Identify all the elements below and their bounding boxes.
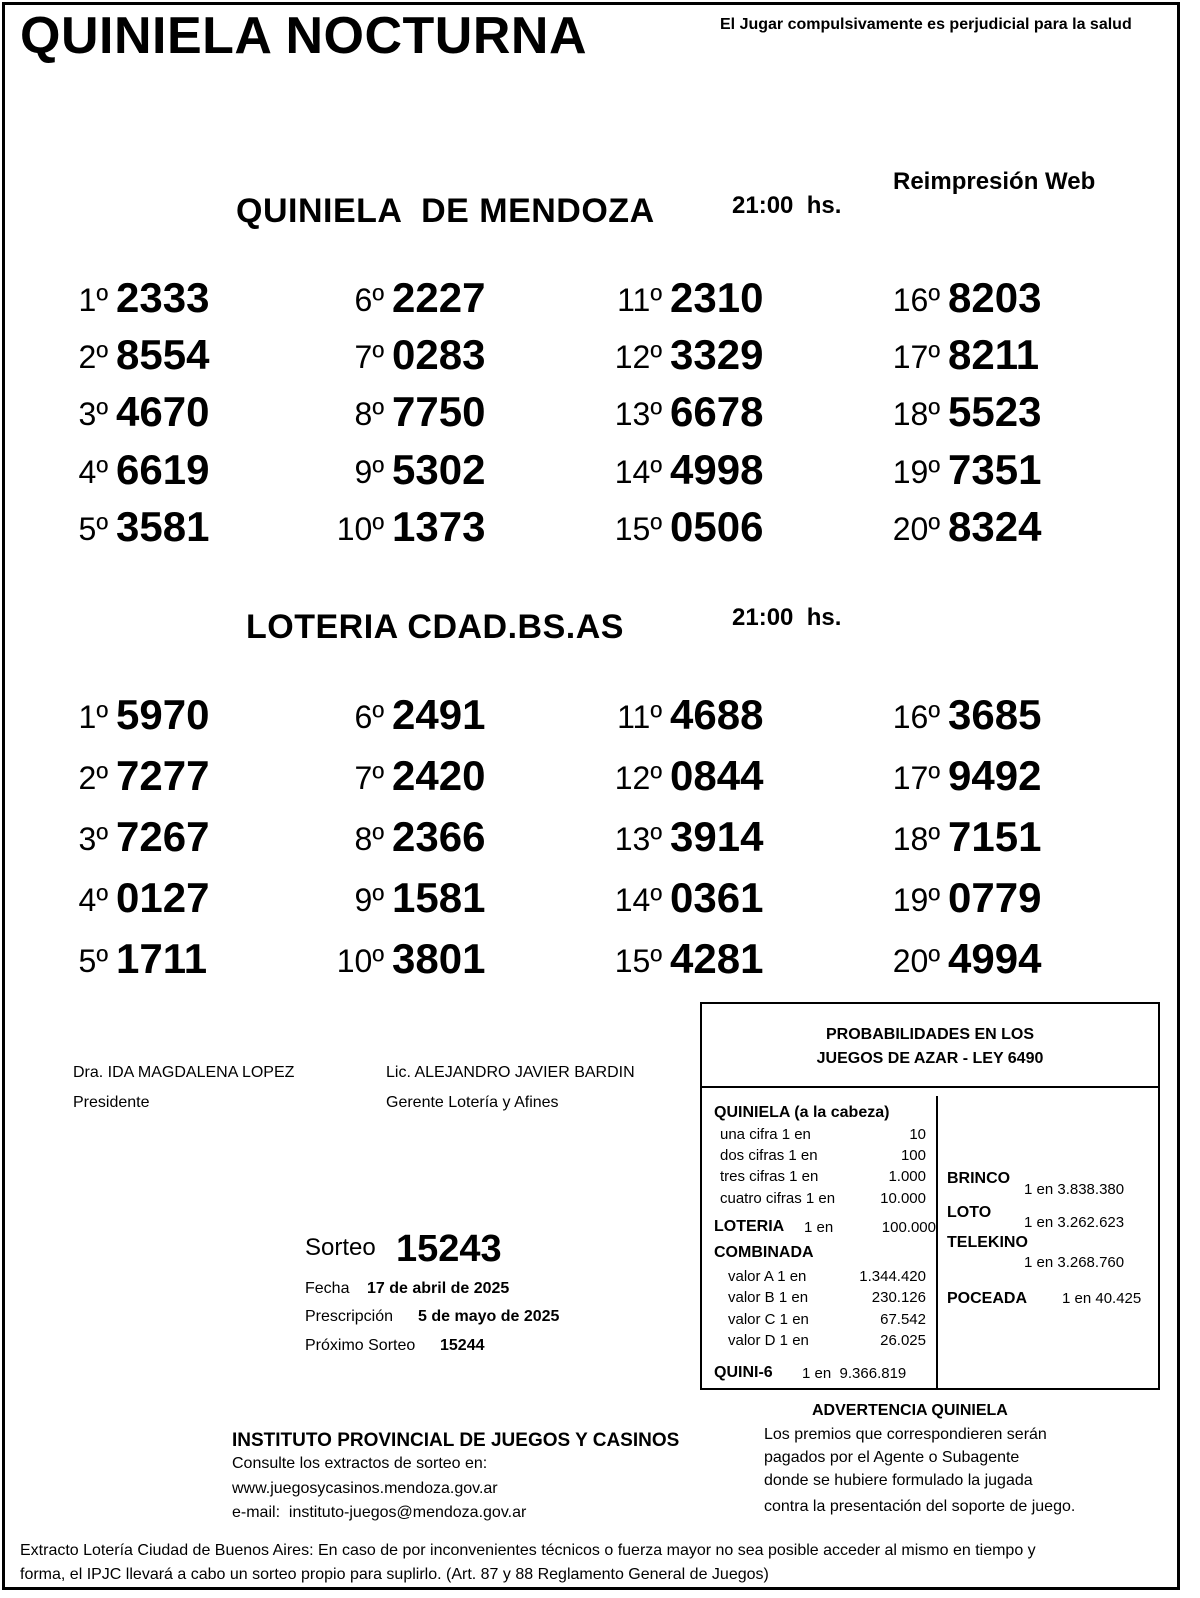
result-position: 8º (354, 396, 384, 432)
loto-prob-value: 1 en 3.262.623 (1024, 1214, 1125, 1231)
result-number: 3914 (670, 813, 764, 860)
result-position: 4º (78, 882, 108, 918)
result-position: 17º (892, 760, 940, 796)
result-number: 2333 (116, 274, 210, 321)
combinada-prob-title: COMBINADA (714, 1244, 814, 1261)
brinco-prob-value: 1 en 3.838.380 (1024, 1181, 1125, 1198)
result-number: 8554 (116, 331, 210, 378)
section2-time: 21:00 hs. (732, 604, 842, 631)
result-number: 0361 (670, 874, 764, 921)
result-position: 18º (892, 396, 940, 432)
result-position: 18º (892, 821, 940, 857)
probabilities-header-line1: PROBABILIDADES EN LOS (825, 1026, 1034, 1043)
combinada-prob-label: valor A 1 en (728, 1268, 807, 1285)
result-number: 2366 (392, 813, 486, 860)
result-number: 1581 (392, 874, 486, 921)
result-number: 7267 (116, 813, 210, 860)
signature-right-role: Gerente Lotería y Afines (386, 1094, 559, 1111)
fecha-value: 17 de abril de 2025 (367, 1280, 510, 1297)
result-position: 7º (354, 760, 384, 796)
quiniela-prob-value: 10.000 (880, 1190, 926, 1207)
quini6-prob-label: QUINI-6 (714, 1364, 773, 1381)
result-position: 6º (354, 699, 384, 735)
health-warning: El Jugar compulsivamente es perjudicial para la salud (720, 16, 1132, 33)
quiniela-prob-value: 1.000 (888, 1168, 926, 1185)
result-position: 6º (354, 282, 384, 318)
result-position: 17º (892, 339, 940, 375)
result-position: 13º (614, 821, 662, 857)
telekino-prob-value: 1 en 3.268.760 (1024, 1254, 1125, 1271)
result-number: 2310 (670, 274, 764, 321)
result-number: 6619 (116, 446, 210, 493)
proximo-value: 15244 (440, 1337, 485, 1354)
result-number: 7351 (948, 446, 1042, 493)
result-number: 4670 (116, 388, 210, 435)
footer-line2: forma, el IPJC llevará a cabo un sorteo propio para suplirlo. (Art. 87 y 88 Reglamento General de Juegos) (20, 1566, 769, 1583)
quiniela-prob-label: tres cifras 1 en (720, 1168, 819, 1185)
quiniela-prob-label: cuatro cifras 1 en (720, 1190, 836, 1207)
institute-email-link[interactable]: e-mail: instituto-juegos@mendoza.gov.ar (232, 1504, 527, 1521)
sorteo-number: 15243 (396, 1228, 502, 1270)
result-number: 1373 (392, 503, 486, 550)
result-number: 0506 (670, 503, 764, 550)
loto-prob-label: LOTO (947, 1204, 992, 1221)
result-number: 7277 (116, 752, 210, 799)
result-number: 4688 (670, 691, 764, 738)
result-position: 16º (892, 282, 940, 318)
telekino-prob-label: TELEKINO (947, 1234, 1028, 1251)
prescripcion-label: Prescripción (305, 1308, 394, 1325)
result-position: 11º (617, 699, 662, 735)
result-position: 9º (354, 882, 384, 918)
result-number: 7151 (948, 813, 1042, 860)
result-position: 11º (617, 282, 662, 318)
combinada-prob-value: 1.344.420 (859, 1268, 926, 1285)
quiniela-prob-label: una cifra 1 en (720, 1126, 811, 1143)
result-position: 2º (78, 339, 108, 375)
advertencia-line: Los premios que correspondieren serán (764, 1426, 1047, 1443)
result-position: 20º (892, 943, 940, 979)
result-position: 5º (78, 943, 108, 979)
footer-line1: Extracto Lotería Ciudad de Buenos Aires: En caso de por inconvenientes técnicos o fuerza mayor no sea posible acceder al mismo en tiempo y (20, 1542, 1036, 1559)
result-number: 6678 (670, 388, 764, 435)
quiniela-prob-label: dos cifras 1 en (720, 1147, 818, 1164)
section2-title: LOTERIA CDAD.BS.AS (246, 608, 624, 646)
section1-time: 21:00 hs. (732, 192, 842, 219)
result-position: 19º (892, 882, 940, 918)
result-position: 9º (354, 454, 384, 490)
result-position: 15º (614, 511, 662, 547)
quini6-prob-value: 1 en 9.366.819 (802, 1365, 907, 1382)
probabilities-box (700, 1002, 1160, 1390)
advertencia-line: contra la presentación del soporte de juego. (764, 1498, 1076, 1515)
result-position: 15º (614, 943, 662, 979)
result-position: 10º (336, 943, 384, 979)
combinada-prob-value: 26.025 (880, 1332, 926, 1349)
result-position: 19º (892, 454, 940, 490)
institute-title: INSTITUTO PROVINCIAL DE JUEGOS Y CASINOS (232, 1430, 680, 1451)
result-number: 4281 (670, 935, 764, 982)
loteria-prob-label: LOTERIA (714, 1218, 785, 1235)
probabilities-divider (936, 1096, 938, 1388)
result-number: 3329 (670, 331, 764, 378)
result-position: 12º (614, 760, 662, 796)
quiniela-prob-value: 10 (909, 1126, 926, 1143)
result-number: 7750 (392, 388, 486, 435)
brinco-prob-label: BRINCO (947, 1170, 1011, 1187)
result-position: 5º (78, 511, 108, 547)
institute-website-link[interactable]: www.juegosycasinos.mendoza.gov.ar (232, 1480, 498, 1497)
result-position: 7º (354, 339, 384, 375)
poceada-prob-label: POCEADA (947, 1290, 1028, 1307)
sorteo-label: Sorteo (305, 1234, 376, 1261)
page-title: QUINIELA NOCTURNA (20, 7, 587, 65)
probabilities-header-line2: JUEGOS DE AZAR - LEY 6490 (816, 1050, 1044, 1067)
result-number: 0283 (392, 331, 486, 378)
result-number: 4998 (670, 446, 764, 493)
result-position: 12º (614, 339, 662, 375)
result-number: 5302 (392, 446, 486, 493)
result-position: 14º (614, 882, 662, 918)
result-number: 8211 (948, 331, 1040, 378)
result-number: 2227 (392, 274, 486, 321)
result-number: 3581 (116, 503, 210, 550)
signature-left-role: Presidente (73, 1094, 150, 1111)
result-position: 3º (78, 396, 108, 432)
result-position: 20º (892, 511, 940, 547)
result-position: 14º (614, 454, 662, 490)
combinada-prob-label: valor C 1 en (728, 1311, 809, 1328)
result-number: 4994 (948, 935, 1042, 982)
result-number: 9492 (948, 752, 1042, 799)
proximo-label: Próximo Sorteo (305, 1337, 416, 1354)
result-position: 10º (336, 511, 384, 547)
result-number: 3801 (392, 935, 486, 982)
result-position: 2º (78, 760, 108, 796)
quiniela-prob-value: 100 (900, 1147, 926, 1164)
result-number: 0844 (670, 752, 764, 799)
advertencia-title: ADVERTENCIA QUINIELA (812, 1402, 1008, 1419)
result-number: 5523 (948, 388, 1042, 435)
advertencia-line: pagados por el Agente o Subagente (764, 1449, 1020, 1466)
result-number: 0127 (116, 874, 210, 921)
section1-title: QUINIELA DE MENDOZA (236, 192, 655, 230)
result-number: 8203 (948, 274, 1042, 321)
reprint-label: Reimpresión Web (893, 168, 1096, 195)
result-number: 0779 (948, 874, 1042, 921)
loteria-prob-value: 100.000 (881, 1219, 936, 1236)
signature-left-name: Dra. IDA MAGDALENA LOPEZ (73, 1064, 295, 1081)
result-position: 1º (78, 282, 108, 318)
result-position: 16º (892, 699, 940, 735)
result-number: 2420 (392, 752, 486, 799)
signature-right-name: Lic. ALEJANDRO JAVIER BARDIN (386, 1064, 635, 1081)
prescripcion-value: 5 de mayo de 2025 (418, 1308, 560, 1325)
combinada-prob-value: 230.126 (871, 1289, 926, 1306)
result-number: 2491 (392, 691, 486, 738)
institute-consult-line: Consulte los extractos de sorteo en: (232, 1455, 488, 1472)
combinada-prob-value: 67.542 (880, 1311, 926, 1328)
poceada-prob-value: 1 en 40.425 (1062, 1290, 1142, 1307)
result-position: 3º (78, 821, 108, 857)
result-number: 5970 (116, 691, 210, 738)
result-number: 8324 (948, 503, 1042, 550)
result-number: 1711 (116, 935, 208, 982)
result-position: 4º (78, 454, 108, 490)
advertencia-line: donde se hubiere formulado la jugada (764, 1472, 1033, 1489)
loteria-prob-mid: 1 en (804, 1219, 834, 1236)
result-number: 3685 (948, 691, 1042, 738)
combinada-prob-label: valor B 1 en (728, 1289, 809, 1306)
fecha-label: Fecha (305, 1280, 350, 1297)
combinada-prob-label: valor D 1 en (728, 1332, 809, 1349)
result-position: 8º (354, 821, 384, 857)
result-position: 1º (78, 699, 108, 735)
probabilities-header (702, 1004, 1158, 1088)
quiniela-prob-title: QUINIELA (a la cabeza) (714, 1104, 890, 1121)
result-position: 13º (614, 396, 662, 432)
